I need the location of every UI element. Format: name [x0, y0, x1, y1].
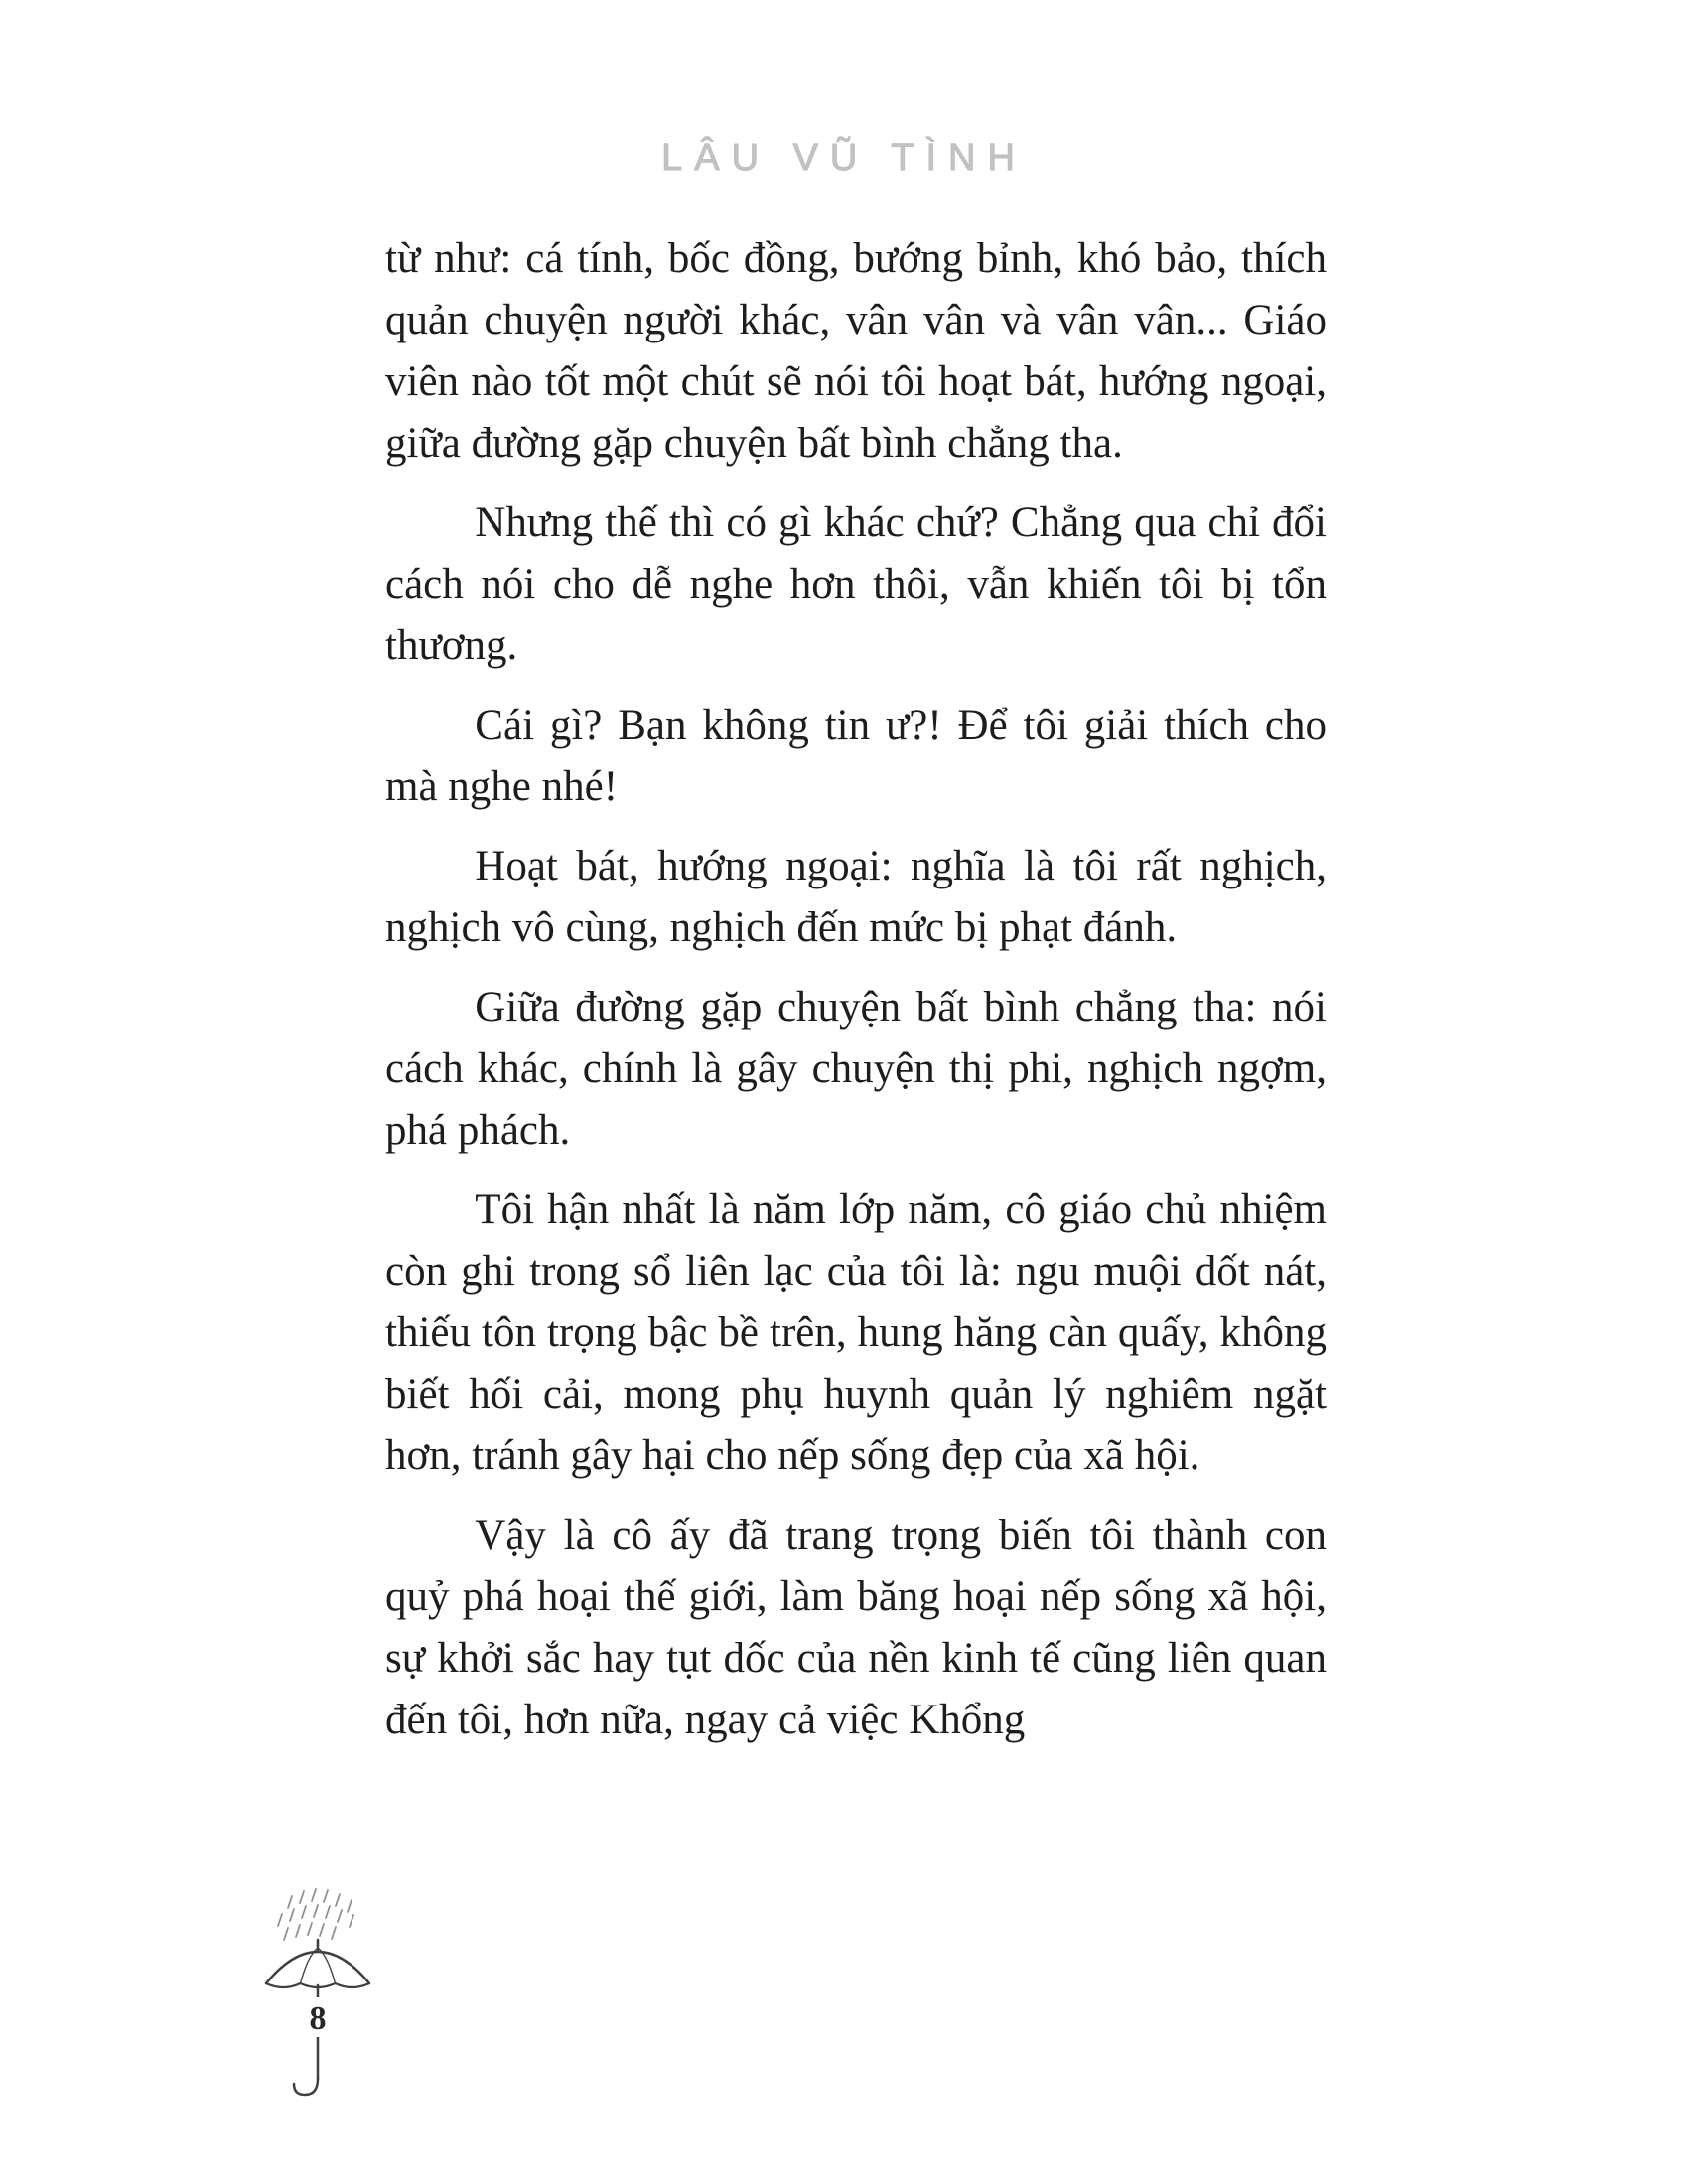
rain-icon — [278, 1889, 353, 1940]
paragraph: Nhưng thế thì có gì khác chứ? Chẳng qua chỉ đổi cách nói cho dễ nghe hơn thôi, vẫn khiến tôi bị tổn thương. — [385, 499, 1327, 669]
running-header: LÂU VŨ TÌNH — [661, 137, 1027, 179]
page-number: 8 — [309, 2000, 327, 2037]
paragraph: Tôi hận nhất là năm lớp năm, cô giáo chủ nhiệm còn ghi trong sổ liên lạc của tôi là: ngu muội dốt nát, thiếu tôn trọng bậc bề trên, hung hăng càn quấy, không biết hối cải, mong phụ huynh quản lý nghiêm ngặt hơn, tránh gây hại cho nếp sống đẹp của xã hội. — [385, 1186, 1327, 1479]
page-footer-mark — [256, 1882, 379, 2116]
paragraph: Hoạt bát, hướng ngoại: nghĩa là tôi rất nghịch, nghịch vô cùng, nghịch đến mức bị phạt đánh. — [385, 843, 1327, 951]
umbrella-icon — [256, 1882, 379, 2116]
text-body — [385, 228, 1327, 1769]
paragraph: Cái gì? Bạn không tin ư?! Để tôi giải thích cho mà nghe nhé! — [385, 702, 1327, 810]
paragraph: Giữa đường gặp chuyện bất bình chẳng tha: nói cách khác, chính là gây chuyện thị phi, nghịch ngợm, phá phách. — [385, 984, 1327, 1154]
paragraph: Vậy là cô ấy đã trang trọng biến tôi thành con quỷ phá hoại thế giới, làm băng hoại nếp sống xã hội, sự khởi sắc hay tụt dốc của nền kinh tế cũng liên quan đến tôi, hơn nữa, ngay cả việc Khổng — [385, 1512, 1327, 1743]
paragraph: từ như: cá tính, bốc đồng, bướng bỉnh, khó bảo, thích quản chuyện người khác, vân vân và vân vân... Giáo viên nào tốt một chút sẽ nói tôi hoạt bát, hướng ngoại, giữa đường gặp chuyện bất bình chẳng tha. — [385, 235, 1327, 467]
